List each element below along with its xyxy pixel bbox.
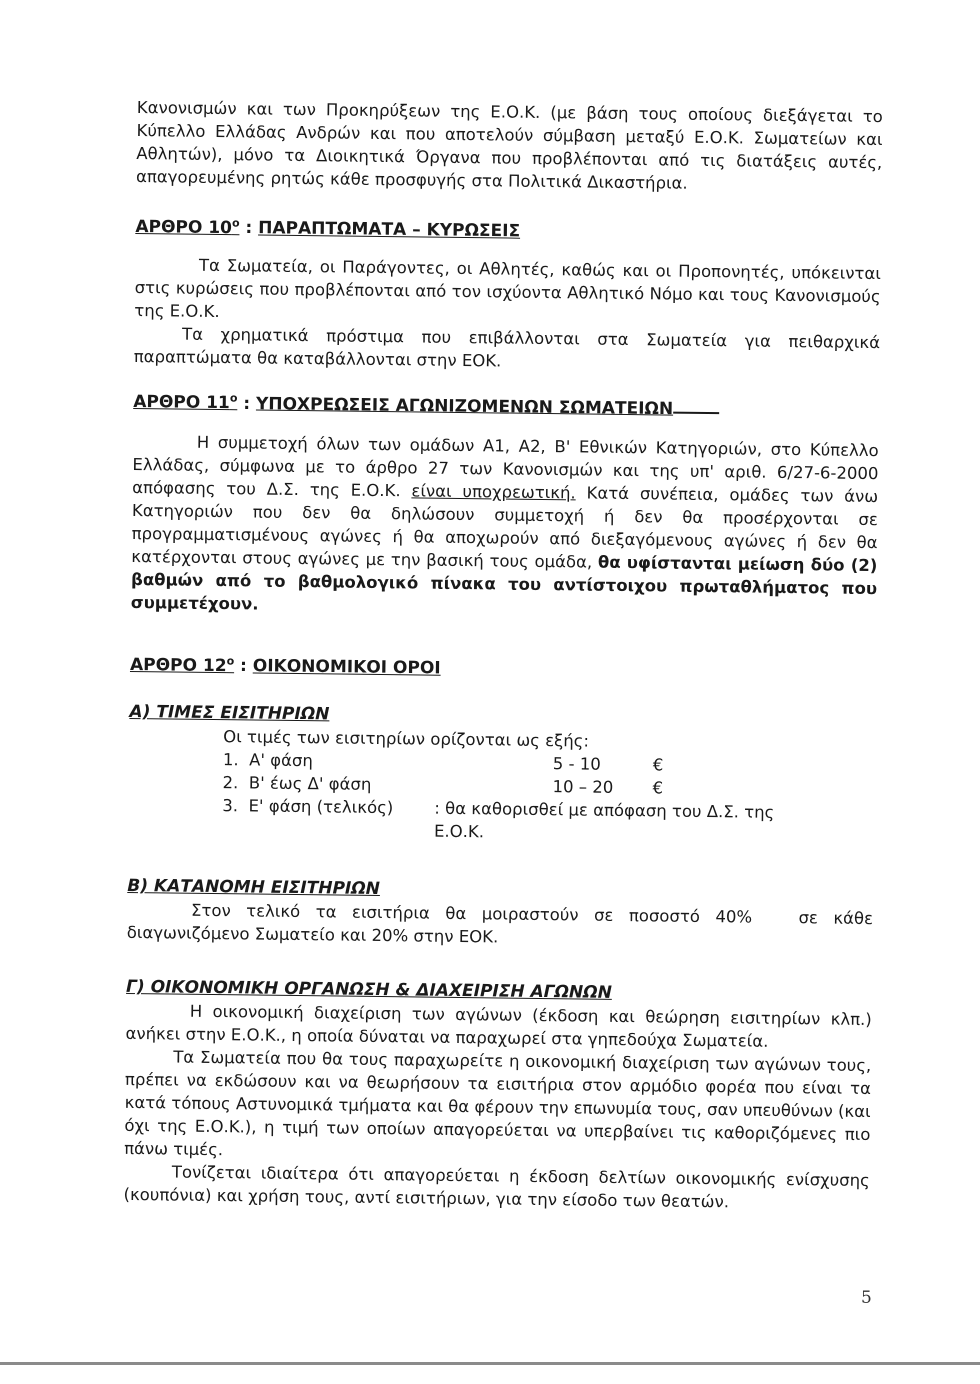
- article-11-paragraph: Η συμμετοχή όλων των ομάδων Α1, Α2, Β' Εθνικών Κατηγοριών, στο Κύπελλο Ελλάδας, σύμφωνα με το άρθρο 27 των Κανονισμών και της υπ' αριθ. 6/27-6-2000 απόφασης του Δ.Σ. της Ε.Ο.Κ. είναι υποχρεωτική. Κατά συνέπεια, ομάδες των άνω Κατηγοριών που δεν θα δηλώσουν συμμετοχή ή δεν θα προσέρχονται σε προγραμματισμένους αγώνες ή θα αποχωρούν από διεξαγόμενους αγώνες ή δεν θα κατέρχονται στους αγώνες με την βασική τους ομάδα, θα υφίστανται μείωση δύο (2) βαθμών από το βαθμολογικό πίνακα του αντίστοιχου πρωταθλήματος που συμμετέχουν.: [130, 433, 879, 614]
- article-12-number: ΑΡΘΡΟ $12^o$: [129, 654, 235, 677]
- phase-label: 1. Α' φάση: [222, 750, 313, 771]
- article-12-heading: [130, 648, 876, 686]
- intro-paragraph: Κανονισμών και των Προκηρύξεων της Ε.Ο.Κ. (με βάση τους οποίους διεξάγεται το Κύπελλο Ελλάδας Ανδρών και που αποτελούν σύμβαση μεταξύ Ε.Ο.Κ. Σωματείων και Αθλητών), μόνο τα Διοικητικά Όργανα που προβλέπονται από τις διατάξεις αυτές, απαγορευμένης ρητώς κάθε προσφυγής στα Πολιτικά Δικαστήρια.: [135, 97, 883, 193]
- page-bottom-edge: [0, 1362, 980, 1365]
- section-b-paragraph: Στον τελικό τα εισιτήρια θα μοιραστούν σε ποσοστό 40% σε κάθε διαγωνιζόμενο Σωματείο και 20% στην ΕΟΚ.: [126, 900, 879, 947]
- article-11-title: ΥΠΟΧΡΕΩΣΕΙΣ ΑΓΩΝΙΖΟΜΕΝΩΝ ΣΩΜΑΤΕΙΩΝ: [255, 393, 674, 419]
- article-10-paragraph-2: Τα χρηματικά πρόστιμα που επιβάλλονται στα Σωματεία για πειθαρχικά παραπτώματα θα καταβάλλονται στην ΕΟΚ.: [133, 324, 881, 371]
- section-c-paragraph-2: Τα Σωματεία που θα τους παραχωρείτε η οικονομική διαχείριση των αγώνων τους, πρέπει να εκδώσουν και να θεωρήσουν τα εισιτήρια στον αρμόδιο φορέα που είναι τα κατά τόπους Αστυνομικά τμήματα και θα φέρουν την επωνυμία τους, σαν υπευθύνων (και όχι της Ε.Ο.Κ.), η τιμή των οποίων απαγορεύεται να υπερβαίνει τις καθοριζόμενες πιο πάνω τιμές.: [124, 1047, 872, 1160]
- section-a-title: Α) ΤΙΜΕΣ ΕΙΣΙΤΗΡΙΩΝ: [129, 701, 330, 725]
- page-number: 5: [861, 1288, 872, 1308]
- article-10-title: ΠΑΡΑΠΤΩΜΑΤΑ – ΚΥΡΩΣΕΙΣ: [258, 218, 521, 242]
- heading-underline-extension: [673, 411, 719, 415]
- article-10-heading: [135, 210, 881, 248]
- phase-label: 3. Ε' φάση (τελικός): [222, 796, 394, 818]
- section-c-paragraph-1: Η οικονομική διαχείριση των αγώνων (έκδοση και θεώρηση εισιτηρίων κλπ.) ανήκει στην Ε.Ο.Κ., η οποία δύναται να παραχωρεί στα γηπεδούχα Σωματεία.: [125, 1001, 872, 1051]
- article-11-heading: [133, 386, 879, 424]
- article-11-separator: :: [237, 393, 257, 414]
- article-10-paragraph-1: Τα Σωματεία, οι Παράγοντες, οι Αθλητές, καθώς και οι Προπονητές, υπόκεινται στις κυρώσεις που προβλέπονται από τον ισχύοντα Αθλητικό Νόμο και τους Κανονισμούς της Ε.Ο.Κ.: [134, 255, 882, 321]
- article-10-number: ΑΡΘΡΟ $10^o$: [135, 216, 240, 238]
- section-b-title: Β) ΚΑΤΑΝΟΜΗ ΕΙΣΙΤΗΡΙΩΝ: [127, 875, 381, 899]
- section-c-title: Γ) ΟΙΚΟΝΟΜΙΚΗ ΟΡΓΑΝΩΣΗ & ΔΙΑΧΕΙΡΙΣΗ ΑΓΩΝΩΝ: [125, 976, 613, 1003]
- final-phase-note: : θα καθορισθεί με απόφαση του Δ.Σ. της: [434, 798, 775, 822]
- article-10-separator: :: [239, 217, 259, 239]
- mandatory-underline: είναι υποχρεωτική.: [411, 481, 576, 503]
- ticket-price-list: [128, 747, 875, 848]
- price-range: 5 - 10: [552, 754, 601, 774]
- currency-symbol: €: [652, 755, 664, 775]
- ticket-prices-intro: Οι τιμές των εισιτηρίων ορίζονται ως εξής:: [223, 727, 590, 751]
- document-body: [123, 96, 883, 1215]
- penalty-bold-text: θα υφίστανται μείωση δύο (2) βαθμών από το βαθμολογικό πίνακα του αντίστοιχου πρωταθλήματος που συμμετέχουν.: [130, 552, 878, 614]
- phase-label: 2. Β' έως Δ' φάση: [222, 773, 372, 794]
- article-12-separator: :: [234, 656, 253, 677]
- final-phase-note-continuation: Ε.Ο.Κ.: [433, 821, 485, 842]
- section-c-paragraph-3: Τονίζεται ιδιαίτερα ότι απαγορεύεται η έκδοση δελτίων οικονομικής ενίσχυσης (κουπόνια) και χρήση τους, αντί εισιτήριων, για την είσοδο των θεατών.: [123, 1162, 870, 1212]
- price-range: 10 – 20: [552, 777, 614, 797]
- article-12-title: ΟΙΚΟΝΟΜΙΚΟΙ ΟΡΟΙ: [252, 656, 441, 679]
- currency-symbol: €: [652, 778, 664, 798]
- article-11-number: ΑΡΘΡΟ $11^o$: [133, 391, 238, 414]
